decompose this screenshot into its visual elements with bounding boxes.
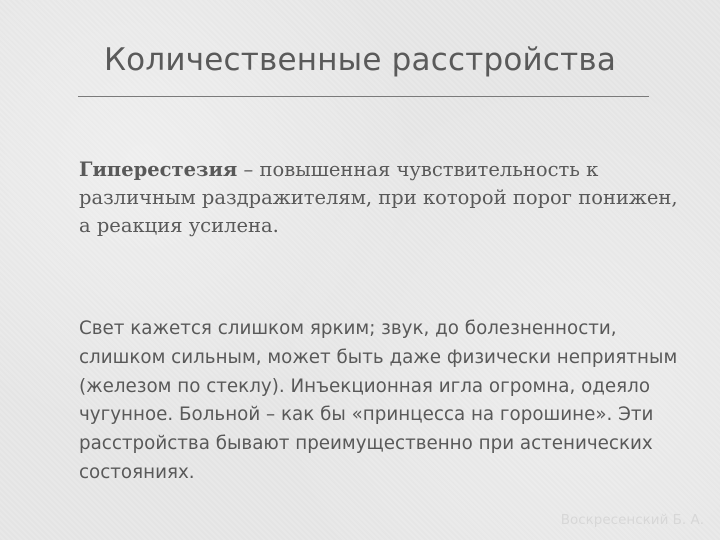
- definition-text: – повышенная чувствительность к различным раздражителям, при которой порог понижен, а реакция усилена.: [79, 158, 678, 237]
- definition-paragraph: [79, 156, 679, 240]
- definition-term: Гиперестезия: [79, 158, 238, 181]
- author-footer: Воскресенский Б. А.: [560, 512, 704, 528]
- description-paragraph: Свет кажется слишком ярким; звук, до болезненности, слишком сильным, может быть даже физически неприятным (железом по стеклу). Инъекционная игла огромна, одеяло чугунное. Больной – как бы «принцесса на горошине». Эти расстройства бывают преимущественно при астенических состояниях.: [79, 318, 678, 483]
- title-divider: [78, 96, 649, 97]
- slide-title: Количественные расстройства: [103, 42, 617, 78]
